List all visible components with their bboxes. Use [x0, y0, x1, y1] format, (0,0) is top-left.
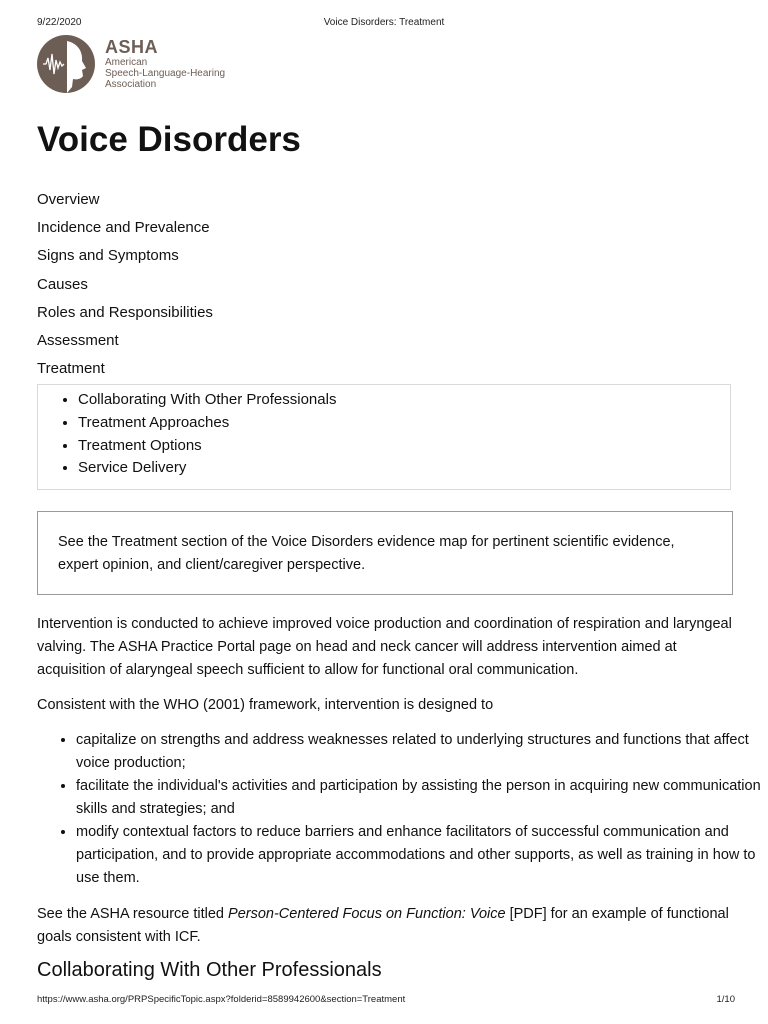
toc-item-incidence-and-prevalence[interactable]: Incidence and Prevalence	[37, 219, 210, 237]
subnav-item-treatment-options[interactable]: • Treatment Options	[78, 435, 730, 458]
intervention-goals-list	[37, 729, 768, 890]
toc-item-signs-and-symptoms[interactable]: Signs and Symptoms	[37, 247, 179, 265]
subnav-item-service-delivery[interactable]: • Service Delivery	[78, 457, 730, 480]
list-item: • capitalize on strengths and address weaknesses related to underlying structures and functions that affect voice production;	[76, 729, 768, 775]
print-url: https://www.asha.org/PRPSpecificTopic.aspx?folderid=8589942600&section=Treatment	[37, 994, 406, 1005]
resource-paragraph	[37, 903, 737, 949]
logo-brand: ASHA	[105, 37, 159, 57]
page-title: Voice Disorders	[37, 120, 301, 159]
resource-title-link[interactable]: Person-Centered Focus on Function: Voice	[228, 906, 506, 922]
asha-logo[interactable]	[37, 35, 277, 93]
toc-item-assessment[interactable]: Assessment	[37, 331, 119, 349]
subnav-item-collaborating[interactable]: • Collaborating With Other Professionals	[78, 389, 730, 412]
list-item: • modify contextual factors to reduce barriers and enhance facilitators of successful communication and participation, and to provide appropriate accommodations and other supports, as well as training in how to use them.	[76, 821, 768, 890]
logo-line-2: Speech-Language-Hearing	[105, 68, 226, 79]
evidence-map-callout: See the Treatment section of the Voice Disorders evidence map for pertinent scientific evidence, expert opinion, and client/caregiver perspective.	[37, 511, 733, 595]
print-page-title: Voice Disorders: Treatment	[323, 17, 445, 28]
topic-navigation	[37, 190, 213, 387]
who-framework-paragraph: Consistent with the WHO (2001) framework, intervention is designed to	[37, 697, 494, 713]
toc-item-causes[interactable]: Causes	[37, 275, 88, 293]
logo-line-3: Association	[105, 79, 157, 90]
toc-item-treatment[interactable]: Treatment	[37, 360, 105, 378]
toc-item-roles-and-responsibilities[interactable]: Roles and Responsibilities	[37, 303, 213, 321]
logo-line-1: American	[105, 57, 148, 68]
asha-face-soundwave-icon	[37, 35, 95, 93]
resource-text-after: [PDF] for an example of functional goals consistent with ICF.	[37, 906, 729, 945]
intervention-paragraph: Intervention is conducted to achieve improved voice production and coordination of respiration and laryngeal valving. The ASHA Practice Portal page on head and neck cancer will address intervention aimed at acquisition of alaryngeal speech sufficient to allow for functional oral communication.	[37, 616, 732, 678]
list-item: • facilitate the individual's activities and participation by assisting the person in acquiring new communication skills and strategies; and	[76, 775, 768, 821]
resource-text-before: See the ASHA resource titled	[37, 906, 229, 922]
treatment-subnav	[37, 384, 731, 490]
subnav-item-treatment-approaches[interactable]: • Treatment Approaches	[78, 412, 730, 435]
section-heading: Collaborating With Other Professionals	[37, 959, 382, 981]
print-header	[0, 17, 768, 31]
print-page-number: 1/10	[716, 994, 735, 1005]
toc-item-overview[interactable]: Overview	[37, 191, 100, 208]
print-date: 9/22/2020	[37, 17, 82, 28]
